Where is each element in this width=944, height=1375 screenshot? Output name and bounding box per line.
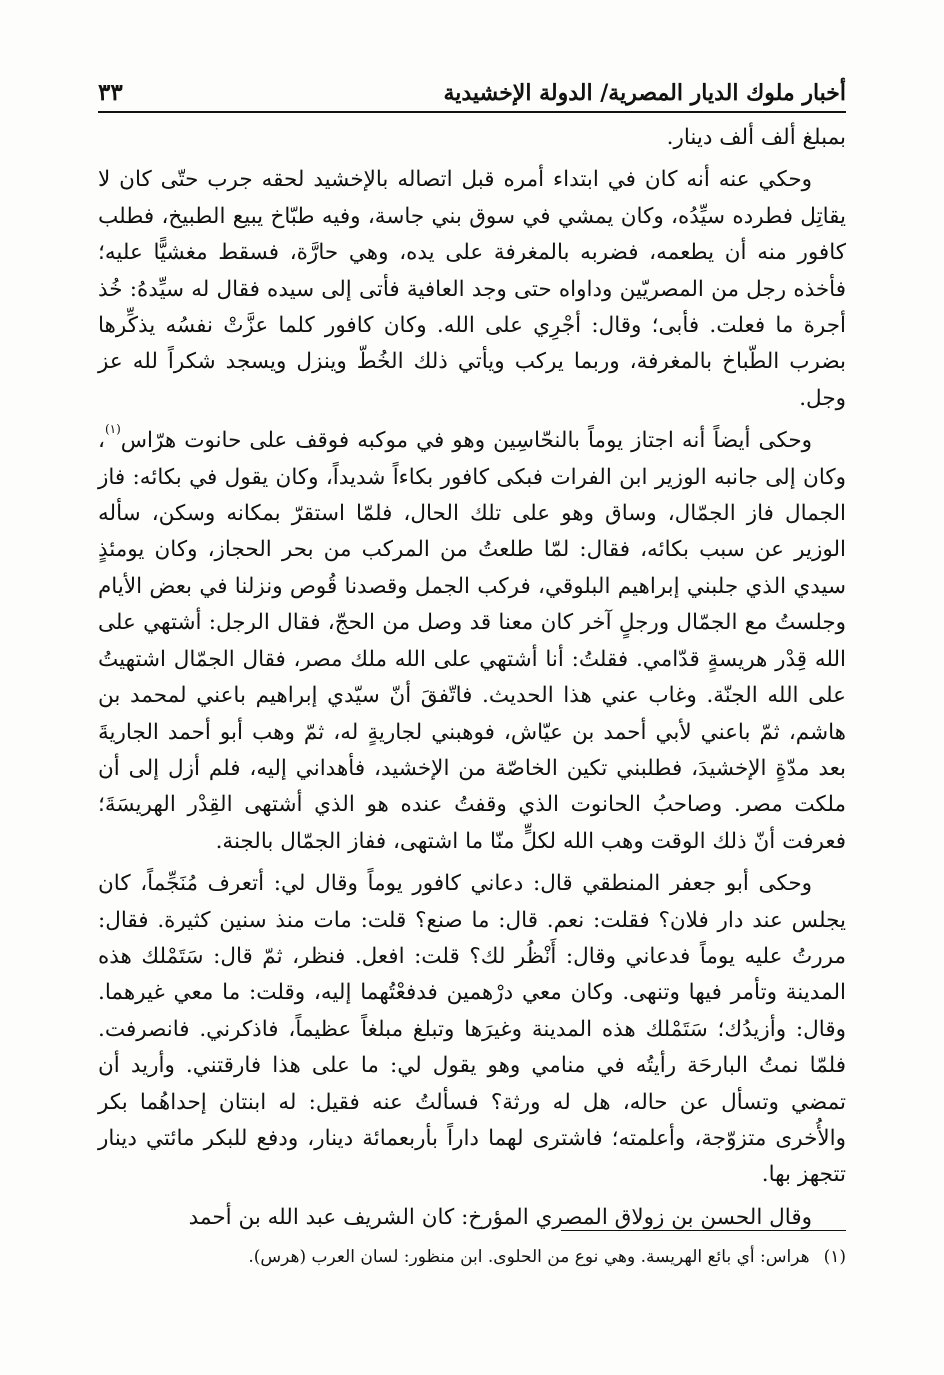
paragraph-kafur-weeping: [98, 423, 846, 860]
book-page: [98, 68, 846, 1358]
footnote: [98, 1244, 846, 1270]
page-number: ٣٣: [98, 79, 123, 106]
paragraph-text-a: وحكى أيضاً أنه اجتاز يوماً بالنحّاسِين وهو في موكبه فوقف على حانوت هرّاس: [120, 428, 812, 454]
paragraph-kafur-illness: وحكي عنه أنه كان في ابتداء أمره قبل اتصاله بالإخشيد لحقه جرب حتّى كان لا يقاتِل فطرده سيِّدُه، وكان يمشي في سوق بني جاسة، وفيه طبّاخ يبيع الطبيخ، فطلب كافور منه أن يطعمه، فضربه بالمغرفة على يده، وهي حارَّة، فسقط مغشيًّا عليه؛ فأخذه رجل من المصريّين وداواه حتى وجد العافية فأتى إلى سيده فقال له سيِّدهُ: خُذ أجرة ما فعلت. فأبى؛ وقال: أجْرِي على الله. وكان كافور كلما عزَّتْ نفسُه يذكِّرها بضرب الطّباخ بالمغرفة، وربما يركب ويأتي ذلك الخُطّ وينزل ويسجد شكراً لله عز وجل.: [98, 167, 846, 411]
footnote-text: هراس: أي بائع الهريسة. وهي نوع من الحلوى. ابن منظور: لسان العرب (هرس).: [248, 1247, 810, 1267]
paragraph-text-b: ، وكان إلى جانبه الوزير ابن الفرات فبكى كافور بكاءاً شديداً، وكان يقول في بكائه: فاز الجمال فاز الجمّال، وساق وهو على تلك الحال، فلمّا استقرّ بمكانه وسكن، سأله الوزير عن سبب بكائه، فقال: لمّا طلعتُ من المركب من بحر الحجاز، وكان يومئذٍ سيدي الذي جلبني إبراهيم البلوقي، فركب الجمل وقصدنا قُوص ونزلنا في بعض الأيام وجلستُ مع الجمّال ورجلٍ آخر كان معنا قد وصل من الحجّ، فقال الرجل: أشتهي على الله قِدْر هريسةٍ قدّامي. فقلتُ: أنا أشتهي على الله ملك مصر، فقال الجمّال اشتهيتُ على الله الجنّة. وغاب عني هذا الحديث. فاتّفقَ أنّ سيّدي إبراهيم باعني لمحمد بن هاشم، ثمّ باعني لأبي أحمد بن عيّاش، فوهبني لجاريةٍ له، ثمّ وهب أبو أحمد الجاريةَ بعد مدّةٍ الإخشيدَ، فطلبني تكين الخاصّة من الإخشيد، فأهداني إليه، فلم أزل إلى أن ملكت مصر. وصاحبُ الحانوت الذي وقفتُ عنده هو الذي أشتهى القِدْر الهريسَةَ؛ فعرفت أنّ ذلك الوقت وهب الله لكلٍّ منّا ما اشتهى، ففاز الجمّال بالجنة.: [98, 428, 846, 854]
header-rule: [98, 111, 846, 113]
paragraph-astrologer: وحكى أبو جعفر المنطقي قال: دعاني كافور يوماً وقال لي: أتعرف مُنَجِّماً، كان يجلس عند دار فلان؟ فقلت: نعم. قال: ما صنع؟ قلت: مات منذ سنين كثيرة. فقال: مررتُ عليه يوماً فدعاني وقال: أَنْظُر لك؟ قلت: افعل. فنظر، ثمّ قال: سَتَمْلك هذه المدينة وتأمر فيها وتنهى. وكان معي درْهمين فدفعْتُهما إليه، وقلت: ما معي غيرهما. وقال: وأزيدُك؛ سَتَمْلك هذه المدينة وغيرَها وتبلغ مبلغاً عظيماً، فاذكرني. فانصرفت. فلمّا نمتُ البارحَة رأيتُه في منامي وهو يقول لي: ما على هذا فارقتني. وأريد أن تمضي وتسأل عن حاله، هل له ورثة؟ فسألتُ عنه فقيل: له ابنتان إحداهُما بكر والأُخرى متزوّجة، وأعلمته؛ فاشترى لهما داراً بأربعمائة دينار، ودفع للبكر مائتي دينار تتجهز بها.: [98, 871, 846, 1188]
footnote-reference: (١): [104, 422, 121, 437]
running-header: [98, 72, 846, 106]
paragraph-continuation: بمبلغ ألف ألف دينار.: [666, 125, 846, 150]
running-title: أخبار ملوك الديار المصرية/ الدولة الإخشيدية: [443, 80, 846, 106]
paragraph-ibn-zulaq: وقال الحسن بن زولاق المصري المؤرخ: كان الشريف عبد الله بن أحمد: [188, 1204, 812, 1230]
main-text: [98, 120, 846, 1236]
footnote-rule: [561, 1230, 846, 1231]
footnote-number: (١): [823, 1247, 846, 1267]
